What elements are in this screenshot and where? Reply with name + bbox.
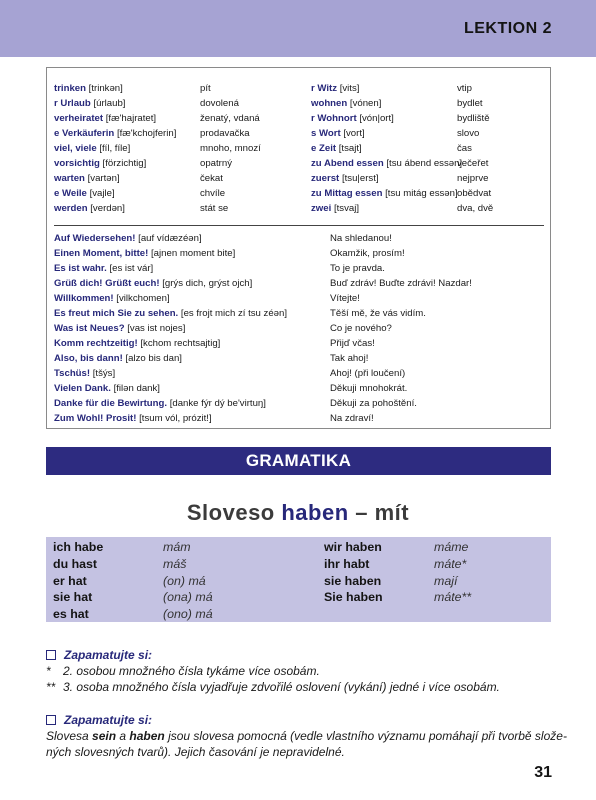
vocab-entry [311,126,365,141]
note-text-part: Slovesa [46,729,93,743]
phrase-pronunciation: [tsum vól, prózit!] [139,413,212,424]
vocab-entry [311,141,362,156]
vocab-german: wohnen [311,98,348,109]
note-text-line2: ných slovesných tvarů). Jejich časování je nepravidelné. [46,745,345,759]
vocab-pronunciation: [trinkən] [88,83,123,94]
phrase-entry [54,246,235,261]
vocab-pronunciation: [vón|ort] [359,113,394,124]
vocab-entry [54,201,125,216]
phrase-pronunciation: [alzo bis dan] [125,353,182,364]
verb-form: du hast [53,556,98,571]
vocab-pronunciation: [tsu ábend essən] [386,158,463,169]
phrase-german: Komm rechtzeitig! [54,338,138,349]
phrase-german: Was ist Neues? [54,323,125,334]
phrase-czech: Na zdraví! [330,413,374,424]
verb-form: ihr habt [324,556,370,571]
verb-form: er hat [53,573,87,588]
vocab-entry [54,186,115,201]
note-text-part: jsou slovesa pomocná (vedle vlastního významu pomáhají při tvorbě slože- [164,729,567,743]
vocab-pronunciation: [vort] [343,128,365,139]
phrase-entry [54,396,266,411]
phrase-entry [54,291,170,306]
conjugation-row [53,539,191,555]
vocab-czech: bydlet [457,98,483,109]
vocab-german: r Urlaub [54,98,91,109]
title-part-a: Sloveso [186,500,282,525]
phrase-german: Tschüs! [54,368,91,379]
vocab-entry [311,171,379,186]
phrase-czech: Děkuji mnohokrát. [330,383,408,394]
conjugation-row [53,573,206,589]
phrase-entry [54,381,160,396]
vocab-czech: nejprve [457,173,489,184]
phrase-czech: Co je nového? [330,323,392,334]
note-text-part: a [116,729,130,743]
note-bold-haben: haben [129,729,165,743]
phrase-german: Grüß dich! Grüßt euch! [54,278,160,289]
phrase-german: Willkommen! [54,293,114,304]
phrase-entry [54,336,220,351]
phrase-czech: Ahoj! (při loučení) [330,368,406,379]
conjugation-row [53,589,213,605]
note-block-2 [46,712,567,760]
vocab-german: warten [54,173,85,184]
verb-form: wir haben [324,540,382,554]
phrase-german: Es freut mich Sie zu sehen. [54,308,179,319]
phrase-german: Also, bis dann! [54,353,123,364]
vocab-pronunciation: [vónen] [349,98,382,109]
phrase-czech: Okamžik, prosím! [330,248,405,259]
grammar-banner: GRAMATIKA [46,447,551,475]
vocab-german: r Witz [311,83,338,94]
verb-translation: mají [434,573,458,588]
vocab-german: vorsichtig [54,158,100,169]
vocab-entry [54,111,156,126]
phrase-pronunciation: [filən dank] [113,383,160,394]
vocab-czech: stát se [200,203,229,214]
note-bold-sein: sein [92,729,117,743]
verb-form: ich habe [53,540,104,554]
vocab-pronunciation: [tsajt] [338,143,362,154]
verb-translation: (ona) má [163,590,213,605]
phrase-entry [54,306,287,321]
checkbox-square-icon [46,650,56,660]
verb-translation: máte** [434,590,472,605]
vocab-czech: dva, dvě [457,203,494,214]
conjugation-table [46,537,551,622]
verb-translation: (ono) má [163,607,213,622]
vocab-czech: prodavačka [200,128,250,139]
vocab-czech: mnoho, mnozí [200,143,261,154]
divider [54,225,544,226]
vocab-german: e Weile [54,188,87,199]
vocab-czech: večeřet [457,158,489,169]
conjugation-row [324,573,458,589]
phrase-czech: Přijď včas! [330,338,375,349]
phrase-czech: To je pravda. [330,263,385,274]
phrase-pronunciation: [vas ist nojes] [127,323,186,334]
phrase-german: Zum Wohl! Prosit! [54,413,137,424]
phrase-german: Danke für die Bewirtung. [54,398,168,409]
note-text [46,728,567,744]
vocab-czech: čekat [200,173,223,184]
verb-form: es hat [53,607,89,622]
phrase-czech: Děkuji za pohoštění. [330,398,417,409]
vocab-czech: slovo [457,128,480,139]
title-part-c: – mít [348,500,410,525]
phrase-entry [54,231,202,246]
vocab-pronunciation: [fæ'kchojferin] [116,128,177,139]
vocab-czech: čas [457,143,472,154]
vocab-pronunciation: [úrlaub] [93,98,126,109]
vocab-german: zu Abend essen [311,158,384,169]
vocab-czech: dovolená [200,98,239,109]
phrase-czech: Na shledanou! [330,233,392,244]
verb-translation: máte* [434,556,467,571]
vocab-pronunciation: [vartən] [87,173,120,184]
verb-translation: máš [163,556,187,571]
vocab-german: zu Mittag essen [311,188,383,199]
footnote-mark: ** [46,680,56,694]
phrase-entry [54,261,153,276]
vocab-german: viel, viele [54,143,97,154]
footnote-mark: * [46,664,51,678]
vocab-czech: chvíle [200,188,226,199]
footnote-text: 2. osobou množného čísla tykáme více osobám. [63,664,320,678]
phrase-czech: Buď zdráv! Buďte zdrávi! Nazdar! [330,278,472,289]
verb-form: sie hat [53,590,93,605]
verb-translation: mám [163,540,191,554]
vocab-entry [311,156,462,171]
phrase-entry [54,276,252,291]
vocab-german: zuerst [311,173,340,184]
vocab-czech: pít [200,83,211,94]
verb-form: sie haben [324,573,382,588]
phrase-german: Auf Wiedersehen! [54,233,136,244]
phrase-pronunciation: [es ist vár] [109,263,154,274]
vocab-german: e Verkäuferin [54,128,115,139]
vocab-pronunciation: [tsvaj] [333,203,359,214]
vocab-german: trinken [54,83,86,94]
vocab-pronunciation: [fíl, fíle] [99,143,131,154]
vocab-pronunciation: [förzichtig] [102,158,147,169]
vocab-pronunciation: [verdən] [90,203,125,214]
page-number: 31 [534,764,552,781]
vocab-pronunciation: [tsu mitág essən] [385,188,458,199]
phrase-czech: Vítejte! [330,293,360,304]
vocab-czech: obědvat [457,188,492,199]
vocab-entry [311,81,359,96]
vocab-german: werden [54,203,88,214]
note-block-1 [46,647,551,695]
footnote-text: 3. osoba množného čísla vyjadřuje zdvořilé oslovení (vykání) jedné i více osobám. [63,680,500,694]
phrase-pronunciation: [danke fýr dý be'virtuŋ] [169,398,266,409]
phrase-german: Einen Moment, bitte! [54,248,149,259]
vocab-entry [311,186,458,201]
checkbox-square-icon [46,715,56,725]
conjugation-row [324,556,467,572]
note-title: Zapamatujte si: [64,713,153,727]
title-verb: haben [281,500,349,525]
conjugation-row [324,539,469,555]
phrase-entry [54,351,182,366]
vocab-pronunciation: [vits] [339,83,360,94]
conjugation-row [53,556,187,572]
vocab-czech: opatrný [200,158,232,169]
conjugation-row [324,589,472,605]
vocab-german: s Wort [311,128,341,139]
phrase-pronunciation: [es frojt mich zí tsu zéən] [180,308,288,319]
phrase-pronunciation: [ajnen moment bite] [151,248,236,259]
vocab-czech: vtip [457,83,472,94]
vocab-entry [54,126,176,141]
vocab-entry [54,171,120,186]
phrase-pronunciation: [auf vídæzéən] [138,233,202,244]
vocab-entry [311,96,381,111]
vocab-entry [54,141,130,156]
verb-translation: (on) má [163,573,206,588]
vocab-entry [54,81,123,96]
vocab-czech: bydliště [457,113,490,124]
phrase-entry [54,366,115,381]
vocab-entry [311,111,394,126]
phrase-pronunciation: [grýs dich, grýst ojch] [162,278,253,289]
phrase-entry [54,321,185,336]
phrase-pronunciation: [vilkchomen] [116,293,170,304]
vocab-entry [311,201,359,216]
phrase-german: Vielen Dank. [54,383,111,394]
lesson-label: LEKTION 2 [446,9,596,49]
phrase-czech: Tak ahoj! [330,353,369,364]
grammar-title [0,500,596,526]
verb-form: Sie haben [324,590,383,605]
note-title: Zapamatujte si: [64,648,153,662]
vocab-entry [54,156,146,171]
phrase-german: Es ist wahr. [54,263,107,274]
phrase-pronunciation: [kchom rechtsajtig] [140,338,221,349]
vocab-czech: ženatý, vdaná [200,113,260,124]
vocab-german: zwei [311,203,332,214]
phrase-czech: Těší mě, že vás vidím. [330,308,426,319]
vocab-pronunciation: [fæ'hajratet] [105,113,157,124]
vocabulary-box [46,67,551,429]
conjugation-row [53,606,213,622]
vocab-entry [54,96,125,111]
phrase-entry [54,411,212,426]
phrase-pronunciation: [tšýs] [92,368,116,379]
vocab-german: r Wohnort [311,113,357,124]
vocab-german: e Zeit [311,143,337,154]
verb-translation: máme [434,540,469,554]
vocab-german: verheiratet [54,113,104,124]
vocab-pronunciation: [tsu|erst] [341,173,379,184]
vocab-pronunciation: [vajle] [89,188,115,199]
